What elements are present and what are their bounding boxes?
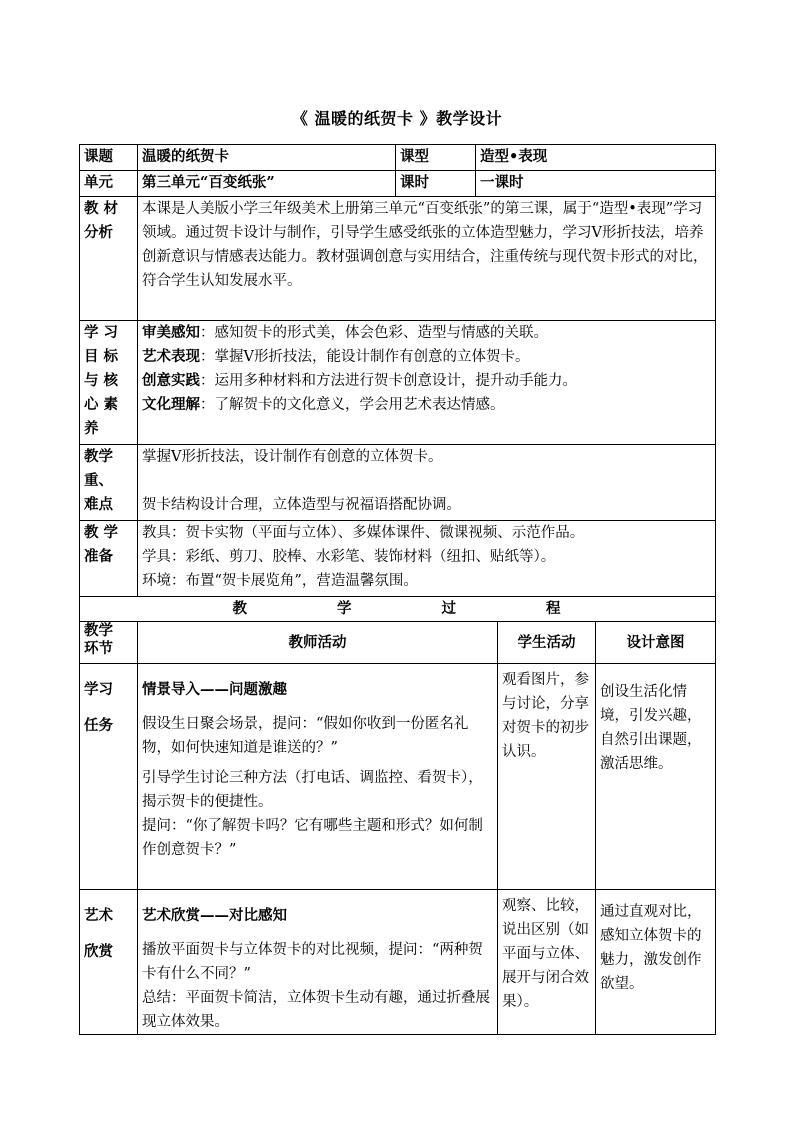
preparation-line: 学具：彩纸、剪刀、胶棒、水彩笔、装饰材料（纽扣、贴纸等）。 bbox=[142, 549, 556, 565]
goals-label-line: 与 核 bbox=[84, 372, 119, 389]
student-activity: 观看图片，参与讨论，分享对贺卡的初步认识。 bbox=[498, 664, 596, 890]
goals-label bbox=[80, 321, 138, 445]
key-points-label-line: 重、 bbox=[84, 472, 113, 489]
key-points-label-line: 难点 bbox=[84, 496, 113, 513]
preparation-label-line2: 准备 bbox=[84, 548, 113, 565]
row-stage-task bbox=[80, 664, 716, 890]
stage-label-line2: 欣赏 bbox=[84, 943, 113, 960]
analysis-label-line1: 教 材 bbox=[84, 200, 119, 217]
process-heading: 教 学 过 程 bbox=[80, 597, 716, 622]
key-points-text bbox=[138, 445, 716, 521]
preparation-label bbox=[80, 521, 138, 597]
teacher-activity-title: 情景导入——问题激趣 bbox=[142, 681, 287, 698]
analysis-label-line2: 分析 bbox=[84, 224, 113, 241]
analysis-label bbox=[80, 197, 138, 321]
stage-task-label bbox=[80, 664, 138, 890]
stage-label-line1: 学习 bbox=[84, 681, 113, 698]
teacher-activity bbox=[138, 890, 498, 1035]
topic-label: 课题 bbox=[80, 145, 138, 171]
preparation-label-line1: 教 学 bbox=[84, 524, 119, 541]
col-stage-header bbox=[80, 622, 138, 664]
row-goals bbox=[80, 321, 716, 445]
row-stage-appreciation bbox=[80, 890, 716, 1035]
goal-item: 文化理解：了解贺卡的文化意义，学会用艺术表达情感。 bbox=[142, 396, 505, 413]
preparation-line: 环境：布置“贺卡展览角”，营造温馨氛围。 bbox=[142, 573, 418, 589]
preparation-line: 教具：贺卡实物（平面与立体）、多媒体课件、微课视频、示范作品。 bbox=[142, 525, 585, 541]
lesson-plan-table bbox=[79, 144, 716, 1035]
student-activity: 观察、比较，说出区别（如平面与立体、展开与闭合效果）。 bbox=[498, 890, 596, 1035]
goals-label-line: 养 bbox=[84, 420, 99, 437]
teacher-activity-para: 播放平面贺卡与立体贺卡的对比视频，提问：“两种贺卡有什么不同？” bbox=[142, 942, 483, 982]
key-point: 掌握V形折技法，设计制作有创意的立体贺卡。 bbox=[142, 449, 443, 465]
key-points-label-line: 教学 bbox=[84, 448, 113, 465]
page-title: 《 温暖的纸贺卡 》教学设计 bbox=[291, 109, 503, 128]
hours-label: 课时 bbox=[396, 171, 476, 197]
row-process-columns bbox=[80, 622, 716, 664]
analysis-text: 本课是人美版小学三年级美术上册第三单元“百变纸张”的第三课，属于“造型•表现”学习领域。通过贺卡设计与制作，引导学生感受纸张的立体造型魅力，学习V形折技法，培养创新意识与情感表达能力。教材强调创意与实用结合，注重传统与现代贺卡形式的对比，符合学生认知发展水平。 bbox=[138, 197, 716, 321]
goal-item: 审美感知：感知贺卡的形式美，体会色彩、造型与情感的关联。 bbox=[142, 324, 548, 341]
col-teacher-header: 教师活动 bbox=[138, 622, 498, 664]
stage-appreciation-label bbox=[80, 890, 138, 1035]
stage-label-line1: 艺术 bbox=[84, 907, 113, 924]
teacher-activity bbox=[138, 664, 498, 890]
preparation-text bbox=[138, 521, 716, 597]
difficult-point: 贺卡结构设计合理，立体造型与祝福语搭配协调。 bbox=[142, 497, 461, 513]
stage-label-line2: 任务 bbox=[84, 717, 113, 734]
row-unit bbox=[80, 171, 716, 197]
design-intent: 创设生活化情境，引发兴趣，自然引出课题，激活思维。 bbox=[596, 664, 716, 890]
col-student-header: 学生活动 bbox=[498, 622, 596, 664]
design-intent: 通过直观对比，感知立体贺卡的魅力，激发创作欲望。 bbox=[596, 890, 716, 1035]
goals-label-line: 目 标 bbox=[84, 348, 119, 365]
col-stage-line2: 环节 bbox=[84, 640, 113, 657]
hours-value: 一课时 bbox=[476, 171, 716, 197]
row-topic bbox=[80, 145, 716, 171]
teacher-activity-para: 引导学生讨论三种方法（打电话、调监控、看贺卡），揭示贺卡的便捷性。 bbox=[142, 770, 483, 810]
teacher-activity-para: 提问：“你了解贺卡吗？它有哪些主题和形式？如何制作创意贺卡？” bbox=[142, 818, 483, 858]
unit-value: 第三单元“百变纸张” bbox=[138, 171, 396, 197]
type-value: 造型•表现 bbox=[476, 145, 716, 171]
type-label: 课型 bbox=[396, 145, 476, 171]
goals-label-line: 心 素 bbox=[84, 396, 119, 413]
row-analysis bbox=[80, 197, 716, 321]
goal-item: 创意实践：运用多种材料和方法进行贺卡创意设计，提升动手能力。 bbox=[142, 372, 577, 389]
goals-label-line: 学 习 bbox=[84, 324, 119, 341]
row-process-heading bbox=[80, 597, 716, 622]
topic-value: 温暖的纸贺卡 bbox=[138, 145, 396, 171]
col-stage-line1: 教学 bbox=[84, 622, 113, 639]
col-intent-header: 设计意图 bbox=[596, 622, 716, 664]
row-key-points bbox=[80, 445, 716, 521]
teacher-activity-para: 总结：平面贺卡简洁，立体贺卡生动有趣，通过折叠展现立体效果。 bbox=[142, 990, 490, 1030]
unit-label: 单元 bbox=[80, 171, 138, 197]
goals-list bbox=[138, 321, 716, 445]
row-preparation bbox=[80, 521, 716, 597]
goal-item: 艺术表现：掌握V形折技法，能设计制作有创意的立体贺卡。 bbox=[142, 348, 530, 365]
teacher-activity-title: 艺术欣赏——对比感知 bbox=[142, 907, 287, 924]
teacher-activity-para: 假设生日聚会场景，提问：“假如你收到一份匿名礼物，如何快速知道是谁送的？” bbox=[142, 716, 469, 756]
key-points-label bbox=[80, 445, 138, 521]
